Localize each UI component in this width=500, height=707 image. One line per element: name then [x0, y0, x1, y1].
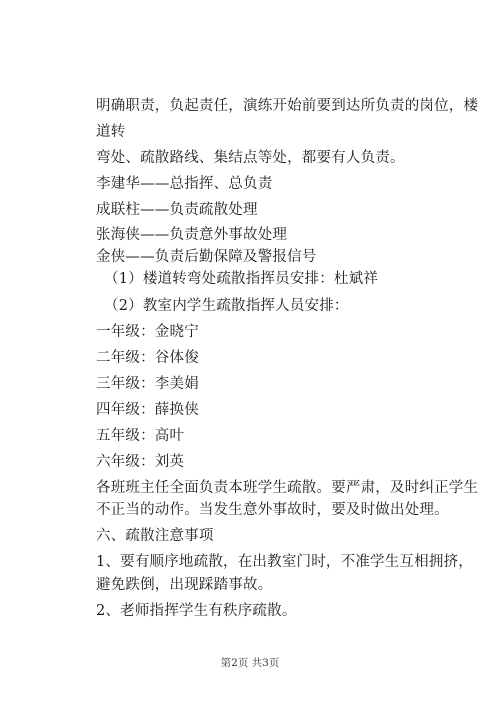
- paragraph-line: 2、老师指挥学生有秩序疏散。: [96, 603, 297, 619]
- assignment-line-classroom: （2）教室内学生疏散指挥人员安排：: [104, 298, 349, 314]
- grade-line-1: 一年级：金晓宁: [96, 324, 199, 340]
- paragraph-line: 避免跌倒，出现踩踏事故。: [96, 577, 273, 593]
- grade-line-4: 四年级：薛换侠: [96, 402, 199, 418]
- role-line-logistics: 金侠——负责后勤保障及警报信号: [96, 249, 317, 265]
- paragraph-line: 不正当的动作。当发生意外事故时，要及时做出处理。: [96, 502, 449, 518]
- page-number-footer: 第2页 共3页: [220, 657, 280, 669]
- grade-line-2: 二年级：谷体俊: [96, 350, 199, 366]
- role-line-evacuation: 成联柱——负责疏散处理: [96, 202, 258, 218]
- role-line-accident: 张海侠——负责意外事故处理: [96, 227, 288, 243]
- paragraph-line: 各班班主任全面负责本班学生疏散。要严肃，及时纠正学生: [96, 480, 479, 496]
- grade-line-6: 六年级：刘英: [96, 454, 185, 470]
- assignment-line-stairs: （1）楼道转弯处疏散指挥员安排：杜斌祥: [104, 271, 379, 287]
- paragraph-line: 弯处、疏散路线、集结点等处，都要有人负责。: [96, 150, 405, 166]
- paragraph-line: 1、要有顺序地疏散，在出教室门时，不准学生互相拥挤，: [96, 554, 473, 570]
- paragraph-line: 明确职责，负起责任，演练开始前要到达所负责的岗位，楼: [96, 98, 479, 114]
- paragraph-line: 道转: [96, 124, 126, 140]
- grade-line-5: 五年级：高叶: [96, 428, 185, 444]
- section-heading: 六、疏散注意事项: [96, 528, 214, 544]
- role-line-chief: 李建华——总指挥、总负责: [96, 176, 273, 192]
- grade-line-3: 三年级：李美娟: [96, 376, 199, 392]
